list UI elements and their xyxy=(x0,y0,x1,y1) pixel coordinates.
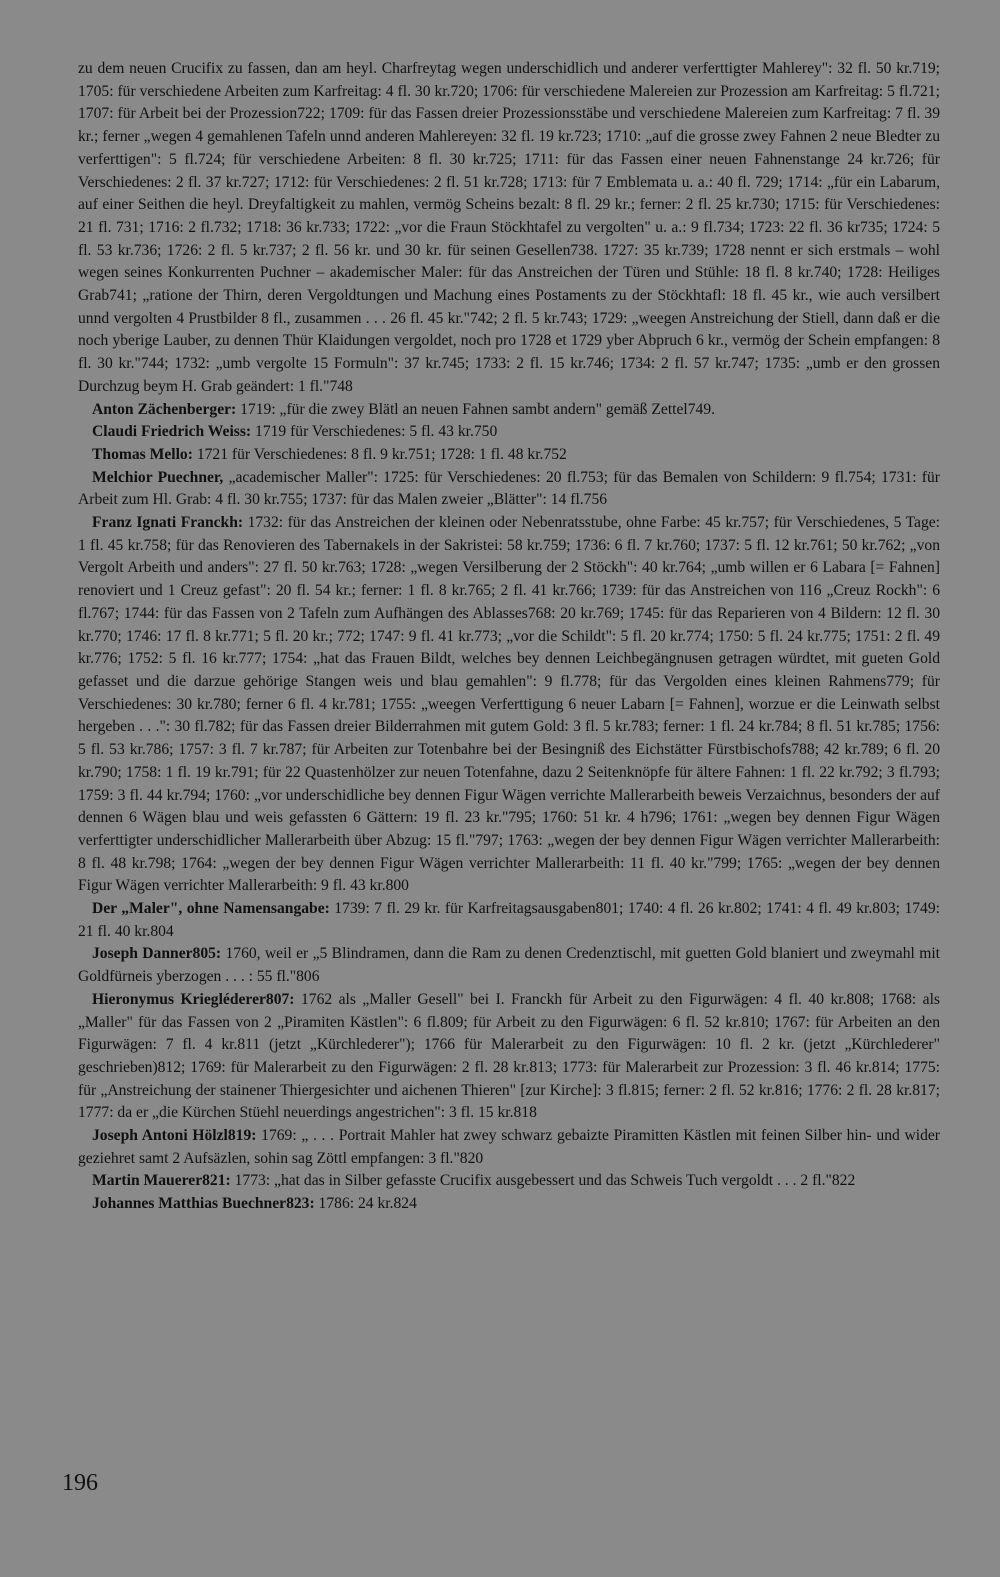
entry-kriegelederer xyxy=(78,989,940,1125)
entry-text: 1719: „für die zwey Blätl an neuen Fahnen sambt andern" gemäß Zettel749. xyxy=(236,400,716,418)
entry-name: Anton Zächenberger: xyxy=(92,400,237,418)
entry-text: 1732: für das Anstreichen der kleinen oder Nebenratsstube, ohne Farbe: 45 kr.757; für Verschiedenes, 5 Tage: 1 fl. 45 kr.758; für das Renovieren des Tabernakels in der Sakristei: 58 kr.759; 1736: 6 fl. 7 kr.760; 1737: 5 fl. 12 kr.761; 50 kr.762; „von Vergolt Arbeith und anders": 27 fl. 50 kr.763; 1728: „wegen Versilberung der 2 Stöckh": 40 kr.764; „umb willen er 6 Labara [= Fahnen] renoviert und 1 Creuz gefast": 20 fl. 54 kr.; ferner: 1 fl. 8 kr.765; 2 fl. 41 kr.766; 1739: für das Anstreichen von 116 „Creuz Rockh": 6 fl.767; 1744: für das Fassen von 2 Tafeln zum Aufhängen des Ablasses768: 20 kr.769; 1745: für das Reparieren von 4 Bildern: 12 fl. 30 kr.770; 1746: 17 fl. 8 kr.771; 5 fl. 20 kr.; 772; 1747: 9 fl. 41 kr.773; „vor die Schildt": 5 fl. 20 kr.774; 1750: 5 fl. 24 kr.775; 1751: 2 fl. 49 kr.776; 1752: 5 fl. 16 kr.777; 1754: „hat das Frauen Bildt, welches bey dennen Leichbegängnusen getragen würdtet, mit gueten Gold gefasset und die darzue gehörige Stangen weis und blau gemahlen": 9 fl.778; für das Vergolden eines kleinen Rahmens779; für Verschiedenes: 30 kr.780; ferner 6 fl. 4 kr.781; 1755: „weegen Verferttigung 6 neuer Labarn [= Fahnen], worzue er die Leinwath selbst hergeben . . .": 30 fl.782; für das Fassen dreier Bilderrahmen mit gutem Gold: 3 fl. 5 kr.783; ferner: 1 fl. 24 kr.784; 8 fl. 51 kr.785; 1756: 5 fl. 53 kr.786; 1757: 3 fl. 7 kr.787; für Arbeiten zur Totenbahre bei der Besingniß des Eichstätter Fürstbischofs788; 42 kr.789; 6 fl. 20 kr.790; 1758: 1 fl. 19 kr.791; für 22 Quastenhölzer zur neuen Totenfahne, dazu 2 Seitenknöpfe für ältere Fahnen: 1 fl. 22 kr.792; 3 fl.793; 1759: 3 fl. 44 kr.794; 1760: „vor underschidliche bey dennen Figur Wägen verrichte Mallerarbeith beweis Verzaichnus, besonders der auf dennen 6 Wägen blau und weis gefassten 6 Gättern: 19 fl. 23 kr."795; 1760: 51 kr. 4 h796; 1761: „wegen bey dennen Figur Wägen verferttigter underschidlicher Mallerarbeith über Abzug: 15 fl."797; 1763: „wegen der bey dennen Figur Wägen verrichter Mallerarbeith: 8 fl. 48 kr.798; 1764: „wegen der bey dennen Figur Wägen verrichter Mallerarbeith: 11 fl. 40 kr."799; 1765: „wegen der bey dennen Figur Wägen verrichter Mallerarbeith: 9 fl. 43 kr.800 xyxy=(78,514,940,895)
entry-weiss xyxy=(78,421,940,444)
entry-text: 1739: 7 fl. 29 kr. für Karfreitagsausgaben801; 1740: 4 fl. 26 kr.802; 1741: 4 fl. 49 kr.803; 1749: 21 fl. 40 kr.804 xyxy=(78,900,940,940)
entry-mauerer xyxy=(78,1170,940,1193)
entry-text: „academischer Maller": 1725: für Verschiedenes: 20 fl.753; für das Bemalen von Schildern: 9 fl.754; 1731: für Arbeit zum Hl. Grab: 4 fl. 30 kr.755; 1737: für das Malen zweier „Blätter": 14 fl.756 xyxy=(78,468,940,509)
entry-danner xyxy=(78,943,940,988)
entry-name: Joseph Danner805: xyxy=(92,945,222,963)
entry-name: Der „Maler", ohne Namensangabe: xyxy=(92,900,330,918)
entry-name: Hieronymus Kriegléderer807: xyxy=(92,990,295,1008)
entry-name: Martin Mauerer821: xyxy=(92,1172,231,1190)
entry-mello xyxy=(78,444,940,467)
entry-name: Johannes Matthias Buechner823: xyxy=(92,1195,315,1213)
entry-text: 1760, weil er „5 Blindramen, dann die Ram zu denen Credenztischl, mit guetten Gold blaniert und zweymahl mit Goldfürneis yberzogen . . . : 55 fl."806 xyxy=(78,945,940,986)
entry-name: Thomas Mello: xyxy=(92,445,193,463)
entry-text: 1721 für Verschiedenes: 8 fl. 9 kr.751; 1728: 1 fl. 48 kr.752 xyxy=(192,445,567,463)
entry-name: Franz Ignati Franckh: xyxy=(92,514,244,532)
entry-zaechenberger xyxy=(78,399,940,422)
body-text xyxy=(78,58,940,1216)
entry-puechner xyxy=(78,467,940,512)
entry-text: 1762 als „Maller Gesell" bei I. Franckh für Arbeit zu den Figurwägen: 4 fl. 40 kr.808; 1768: als „Maller" für das Fassen von 2 „Piramiten Kästlen": 6 fl.809; für Arbeit zu den Figurwägen: 6 fl. 52 kr.810; 1767: für Arbeiten an den Figurwägen: 7 fl. 4 kr.811 (jetzt „Kürchlederer"); 1766 für Malerarbeit zu den Figurwägen: 10 fl. 2 kr. (jetzt „Kürchlederer" geschrieben)812; 1769: für Malerarbeit zu den Figurwägen: 2 fl. 28 kr.813; 1773: für Malerarbeit zur Prozession: 3 fl. 46 kr.814; 1775: für „Anstreichung der stainener Thiergesichter und aichenen Thieren" [zur Kirche]: 3 fl.815; ferner: 2 fl. 52 kr.816; 1776: 2 fl. 28 kr.817; 1777: da er „die Kürchen Stüehl neuerdings angestrichen": 3 fl. 15 kr.818 xyxy=(78,990,941,1122)
entry-text: 1786: 24 kr.824 xyxy=(314,1195,417,1213)
entry-name: Melchior Puechner, xyxy=(92,468,224,486)
page-number: 196 xyxy=(62,1470,98,1496)
entry-name: Claudi Friedrich Weiss: xyxy=(92,423,252,441)
intro-paragraph: zu dem neuen Crucifix zu fassen, dan am heyl. Charfreytag wegen underschidlich und anderer verferttigter Mahlerey": 32 fl. 50 kr.719; 1705: für verschiedene Arbeiten zum Karfreitag: 4 fl. 30 kr.720; 1706: für verschiedene Malereien zur Prozession am Karfreitag: 5 fl.721; 1707: für Arbeit bei der Prozession722; 1709: für das Fassen dreier Prozessionsstäbe und verschiedene Malereien zum Karfreitag: 7 fl. 39 kr.; ferner „wegen 4 gemahlenen Tafeln unnd anderen Mahlereyen: 32 fl. 19 kr.723; 1710: „auf die grosse zwey Fahnen 2 neue Bledter zu verferttigen": 5 fl.724; für verschiedene Arbeiten: 8 fl. 30 kr.725; 1711: für das Fassen einer neuen Fahnenstange 24 kr.726; für Verschiedenes: 2 fl. 37 kr.727; 1712: für Verschiedenes: 2 fl. 51 kr.728; 1713: für 7 Emblemata u. a.: 40 fl. 729; 1714: „für ein Labarum, auf einer Seithen die heyl. Dreyfaltigkeit zu mahlen, vermög Scheins bezalt: 8 fl. 29 kr.; ferner: 2 fl. 25 kr.730; 1715: für Verschiedenes: 21 fl. 731; 1716: 2 fl.732; 1718: 36 kr.733; 1722: „vor die Fraun Stöckhtafel zu vergolten" u. a.: 9 fl.734; 1723: 22 fl. 36 kr735; 1724: 5 fl. 53 kr.736; 1726: 2 fl. 5 kr.737; 2 fl. 56 kr. und 30 kr. für seinen Gesellen738. 1727: 35 kr.739; 1728 nennt er sich erstmals – wohl wegen seines Konkurrenten Puchner – akademischer Maler: für das Anstreichen der Türen und Stühle: 18 fl. 8 kr.740; 1728: Heiliges Grab741; „ratione der Thirn, deren Vergoldtungen und Machung eines Postaments zu der Stöckhtafl: 18 fl. 45 kr., wie auch versilbert unnd vergolten 4 Prustbilder 8 fl., zusammen . . . 26 fl. 45 kr."742; 2 fl. 5 kr.743; 1729: „weegen Anstreichung der Stiell, dann daß er die noch yberige Lauber, zu dennen Thür Klaidungen vergoldet, noch pro 1728 et 1729 yber Abpruch 6 kr., vermög der Schein empfangen: 8 fl. 30 kr."744; 1732: „umb vergolte 15 Formuln": 37 kr.745; 1733: 2 fl. 15 kr.746; 1734: 2 fl. 57 kr.747; 1735: „umb er den grossen Durchzug beym H. Grab geändert: 1 fl."748 xyxy=(78,60,940,395)
entry-name: Joseph Antoni Hölzl819: xyxy=(92,1127,257,1145)
entry-text: 1719 für Verschiedenes: 5 fl. 43 kr.750 xyxy=(251,423,498,441)
entry-buechner xyxy=(78,1193,940,1216)
entry-franckh xyxy=(78,512,940,898)
entry-text: 1773: „hat das in Silber gefasste Crucifix ausgebessert und das Schweis Tuch vergoldt . . . 2 fl."822 xyxy=(230,1172,856,1190)
entry-text: 1769: „ . . . Portrait Mahler hat zwey schwarz gebaizte Piramitten Kästlen mit feinen Silber hin- und wider geziehret samt 2 Aufsäzlen, sohin sag Zöttl empfangen: 3 fl."820 xyxy=(78,1127,941,1167)
entry-maler-anonymous xyxy=(78,898,940,943)
entry-hoelzl xyxy=(78,1125,940,1170)
